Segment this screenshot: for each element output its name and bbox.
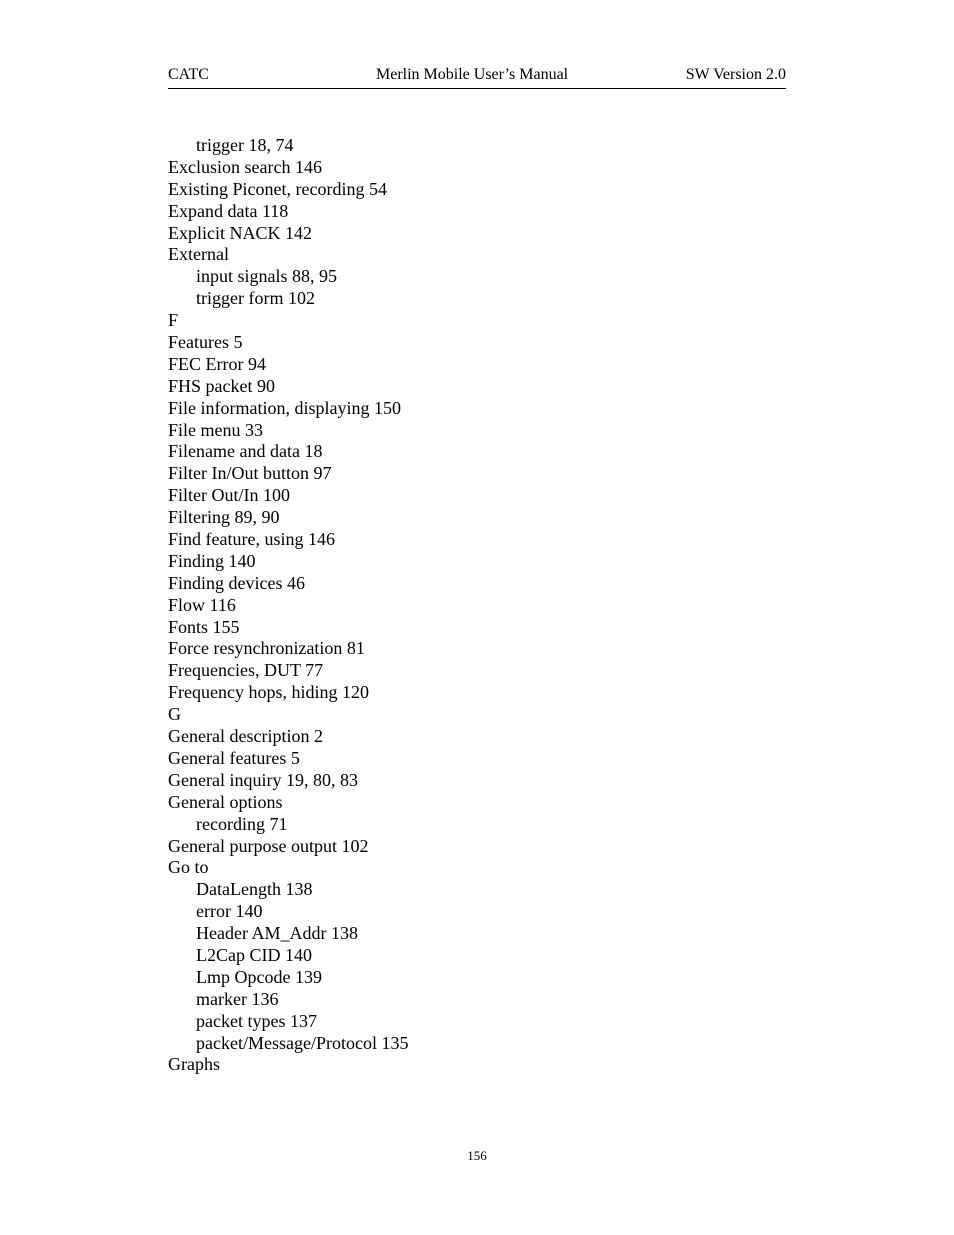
index-subentry: Lmp Opcode 139 <box>196 966 322 987</box>
index-entry: Expand data 118 <box>168 200 289 221</box>
index-subentry: L2Cap CID 140 <box>196 944 312 965</box>
index-subentry: packet types 137 <box>196 1010 317 1031</box>
index-entry: Filename and data 18 <box>168 441 323 462</box>
index-entry: Filter In/Out button 97 <box>168 463 332 484</box>
index-subentry: packet/Message/Protocol 135 <box>196 1032 409 1053</box>
page-header <box>168 64 786 89</box>
index-entry: File information, displaying 150 <box>168 397 401 418</box>
index-list <box>168 135 786 1076</box>
index-entry: Find feature, using 146 <box>168 529 335 550</box>
index-subentry: input signals 88, 95 <box>196 266 338 287</box>
index-entry: Filtering 89, 90 <box>168 507 280 528</box>
index-entry: Graphs <box>168 1054 220 1075</box>
index-entry: Explicit NACK 142 <box>168 222 312 243</box>
index-entry: Frequency hops, hiding 120 <box>168 682 369 703</box>
index-entry: FEC Error 94 <box>168 353 266 374</box>
index-subentry: trigger 18, 74 <box>196 135 294 155</box>
index-subentry: trigger form 102 <box>196 288 315 309</box>
index-entry: General description 2 <box>168 726 323 747</box>
index-subentry: Header AM_Addr 138 <box>196 923 358 944</box>
index-entry: Filter Out/In 100 <box>168 485 290 506</box>
index-entry: General features 5 <box>168 747 300 768</box>
index-subentry: marker 136 <box>196 988 279 1009</box>
index-entry: Finding 140 <box>168 550 256 571</box>
header-manual-title: Merlin Mobile User’s Manual <box>376 66 569 83</box>
index-subentry: recording 71 <box>196 813 288 834</box>
index-entry: Force resynchronization 81 <box>168 638 365 659</box>
index-entry: Frequencies, DUT 77 <box>168 660 324 681</box>
index-subentry: error 140 <box>196 901 263 922</box>
index-entry: G <box>168 704 181 725</box>
index-entry: General options <box>168 791 283 812</box>
index-entry: Exclusion search 146 <box>168 156 322 177</box>
index-entry: General inquiry 19, 80, 83 <box>168 769 358 790</box>
index-entry: Finding devices 46 <box>168 572 305 593</box>
index-entry: Fonts 155 <box>168 616 240 637</box>
index-entry: General purpose output 102 <box>168 835 369 856</box>
header-version: SW Version 2.0 <box>685 66 786 83</box>
index-entry: F <box>168 310 179 331</box>
index-entry: Flow 116 <box>168 594 236 615</box>
index-entry: Features 5 <box>168 332 243 353</box>
index-entry: External <box>168 244 229 265</box>
index-subentry: DataLength 138 <box>196 879 313 900</box>
header-company: CATC <box>168 66 209 83</box>
index-entry: FHS packet 90 <box>168 375 275 396</box>
index-entry: Existing Piconet, recording 54 <box>168 178 387 199</box>
page-number: 156 <box>467 1148 487 1163</box>
index-entry: File menu 33 <box>168 419 263 440</box>
index-entry: Go to <box>168 857 209 878</box>
